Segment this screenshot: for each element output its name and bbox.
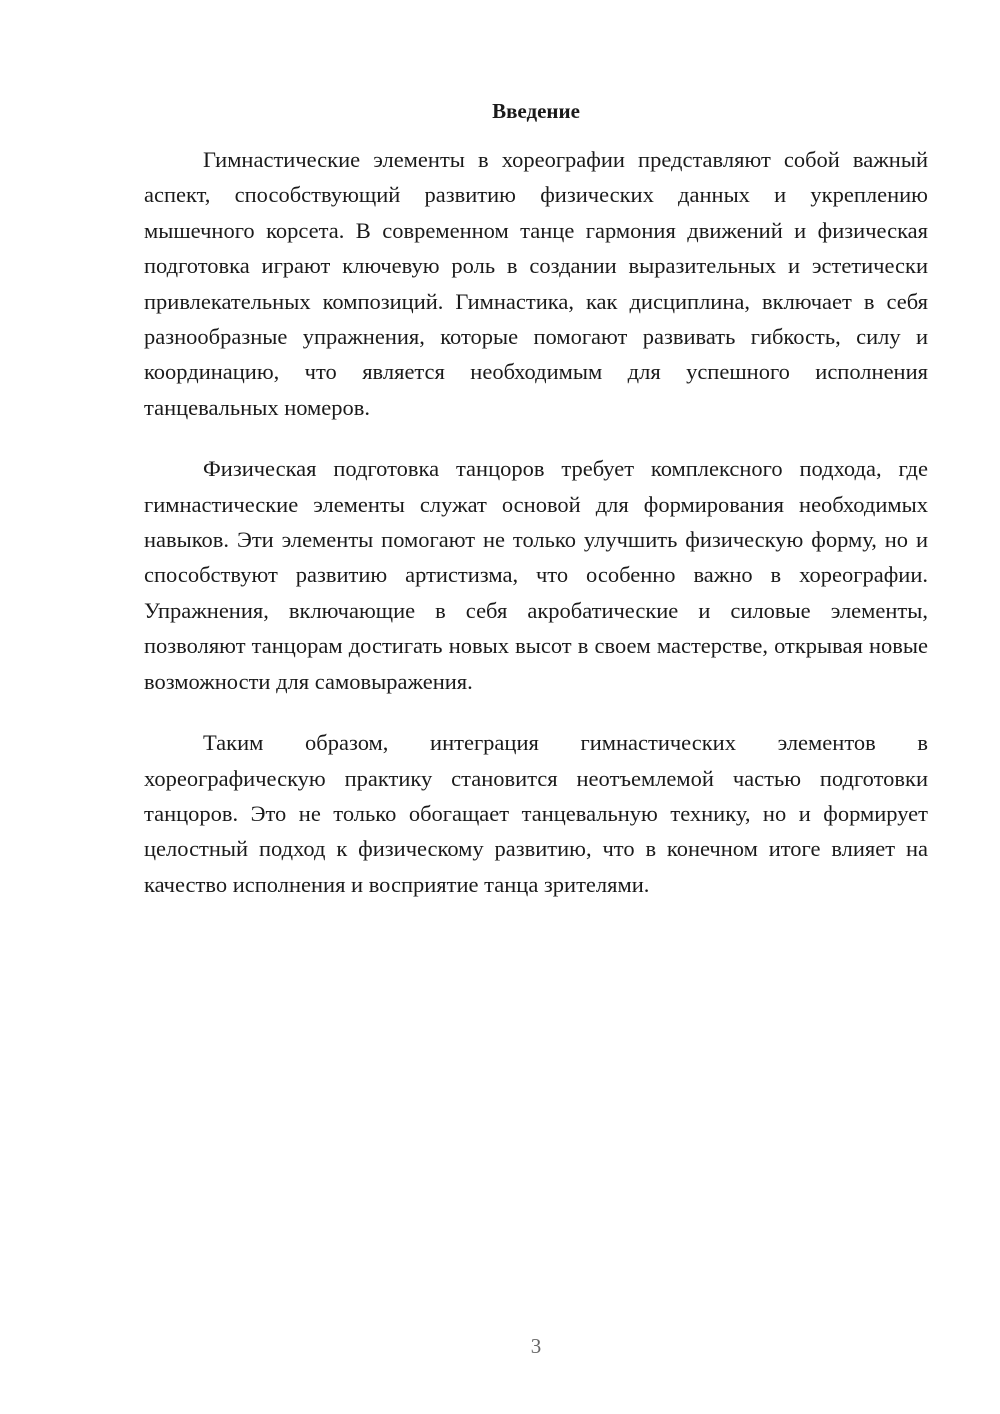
paragraph-2: Физическая подготовка танцоров требует комплексного подхода, где гимнастические элементы служат основой для формирования необходимых навыков. Эти элементы помогают не только улучшить физическую форму, но и способствуют развитию артистизма, что особенно важно в хореографии. Упражнения, включающие в себя акробатические и силовые элементы, позволяют танцорам достигать новых высот в своем мастерстве, открывая новые возможности для самовыражения. (144, 456, 928, 694)
document-body (144, 96, 928, 928)
page-number: 3 (530, 1334, 542, 1358)
paragraph-3: Таким образом, интеграция гимнастических элементов в хореографическую практику становится неотъемлемой частью подготовки танцоров. Это не только обогащает танцевальную технику, но и формирует целостный подход к физическому развитию, что в конечном итоге влияет на качество исполнения и восприятие танца зрителями. (144, 730, 928, 897)
section-heading: Введение (492, 99, 580, 123)
paragraph-1: Гимнастические элементы в хореографии представляют собой важный аспект, способствующий развитию физических данных и укреплению мышечного корсета. В современном танце гармония движений и физическая подготовка играют ключевую роль в создании выразительных и эстетически привлекательных композиций. Гимнастика, как дисциплина, включает в себя разнообразные упражнения, которые помогают развивать гибкость, силу и координацию, что является необходимым для успешного исполнения танцевальных номеров. (144, 147, 928, 420)
